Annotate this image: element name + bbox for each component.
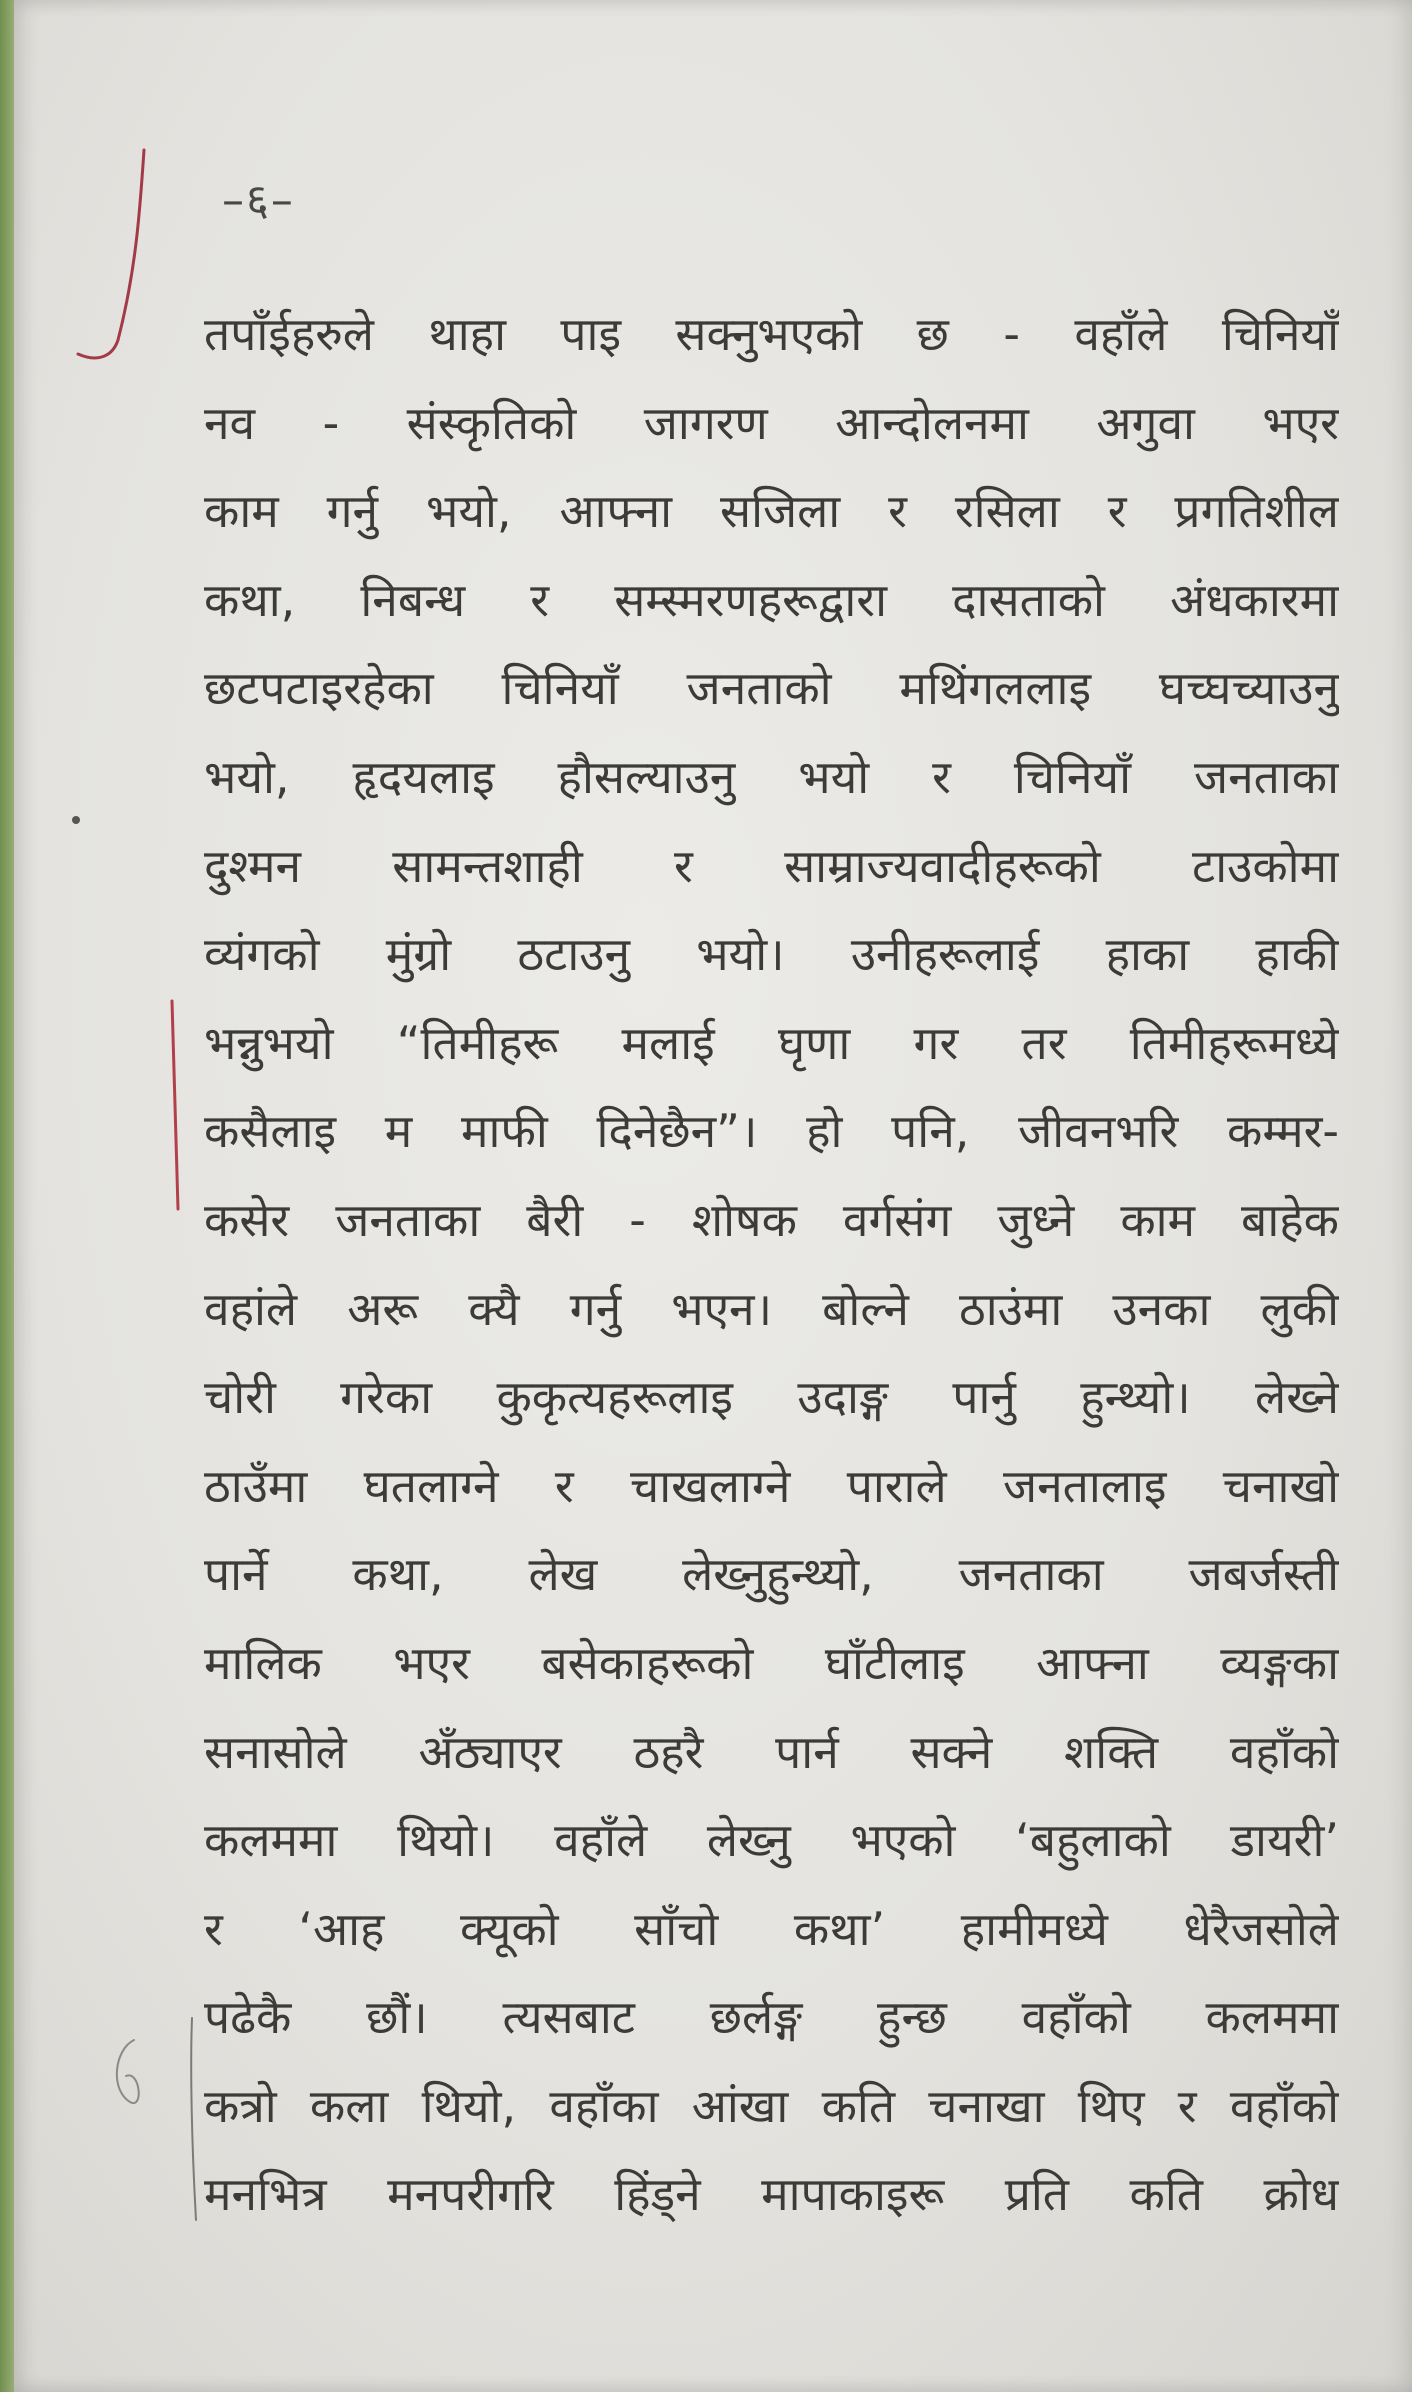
text-line: चोरी गरेका कुकृत्यहरूलाइ उदाङ्ग पार्नु हुन्थ्यो। लेख्ने: [204, 1370, 1339, 1425]
text-line: कसैलाइ म माफी दिनेछैन”। हो पनि, जीवनभरि कम्मर-: [204, 1104, 1339, 1159]
text-line: तपाँईहरुले थाहा पाइ सक्नुभएको छ - वहाँले चिनियाँ: [204, 307, 1339, 361]
pencil-margin-mark-bottom: [74, 2010, 214, 2230]
text-line: ठाउँमा घतलाग्ने र चाखलाग्ने पाराले जनतालाइ चनाखो: [204, 1458, 1339, 1513]
pen-margin-mark-middle: [154, 995, 194, 1215]
text-line: मालिक भएर बसेकाहरूको घाँटीलाइ आफ्ना व्यङ्गका: [204, 1635, 1339, 1690]
text-line: सनासोले अँठ्याएर ठहरै पार्न सक्ने शक्ति वहाँको: [204, 1724, 1339, 1779]
book-page: [14, 0, 1412, 2392]
body-text: [204, 290, 1339, 2239]
ink-speck: [72, 816, 80, 824]
text-line: कसेर जनताका बैरी - शोषक वर्गसंग जुध्ने काम बाहेक: [204, 1192, 1339, 1247]
text-line: काम गर्नु भयो, आफ्ना सजिला र रसिला र प्रगतिशील: [204, 484, 1339, 539]
pen-margin-mark-top: [74, 140, 214, 380]
text-line: कलममा थियो। वहाँले लेख्नु भएको ‘बहुलाको डायरी’: [204, 1813, 1339, 1868]
text-line: कथा, निबन्ध र सम्स्मरणहरूद्वारा दासताको अंधकारमा: [204, 572, 1339, 627]
text-line: व्यंगको मुंग्रो ठटाउनु भयो। उनीहरूलाई हाका हाकी: [204, 927, 1339, 982]
text-line: नव - संस्कृतिको जागरण आन्दोलनमा अगुवा भएर: [204, 395, 1339, 450]
text-line: भन्नुभयो “तिमीहरू मलाई घृणा गर तर तिमीहरूमध्ये: [204, 1015, 1339, 1070]
text-line: मनभित्र मनपरीगरि हिंड्ने मापाकाइरू प्रति कति क्रोध: [204, 2167, 1339, 2222]
text-line: र ‘आह क्यूको साँचो कथा’ हामीमध्ये धेरैजसोले: [204, 1901, 1339, 1956]
text-line: छटपटाइरहेका चिनियाँ जनताको मथिंगललाइ घच्घच्याउनु: [204, 661, 1339, 716]
text-line: कत्रो कला थियो, वहाँका आंखा कति चनाखा थिए र वहाँको: [204, 2078, 1339, 2133]
text-line: भयो, हृदयलाइ हौसल्याउनु भयो र चिनियाँ जनताका: [204, 749, 1339, 804]
text-line: पार्ने कथा, लेख लेख्नुहुन्थ्यो, जनताका जबर्जस्ती: [204, 1547, 1339, 1602]
text-line: दुश्मन सामन्तशाही र साम्राज्यवादीहरूको टाउकोमा: [204, 838, 1339, 893]
text-line: वहांले अरू क्यै गर्नु भएन। बोल्ने ठाउंमा उनका लुकी: [204, 1281, 1339, 1336]
text-line: पढेकै छौं। त्यसबाट छर्लङ्ग हुन्छ वहाँको कलममा: [204, 1990, 1339, 2045]
page-number: –६–: [222, 175, 295, 226]
